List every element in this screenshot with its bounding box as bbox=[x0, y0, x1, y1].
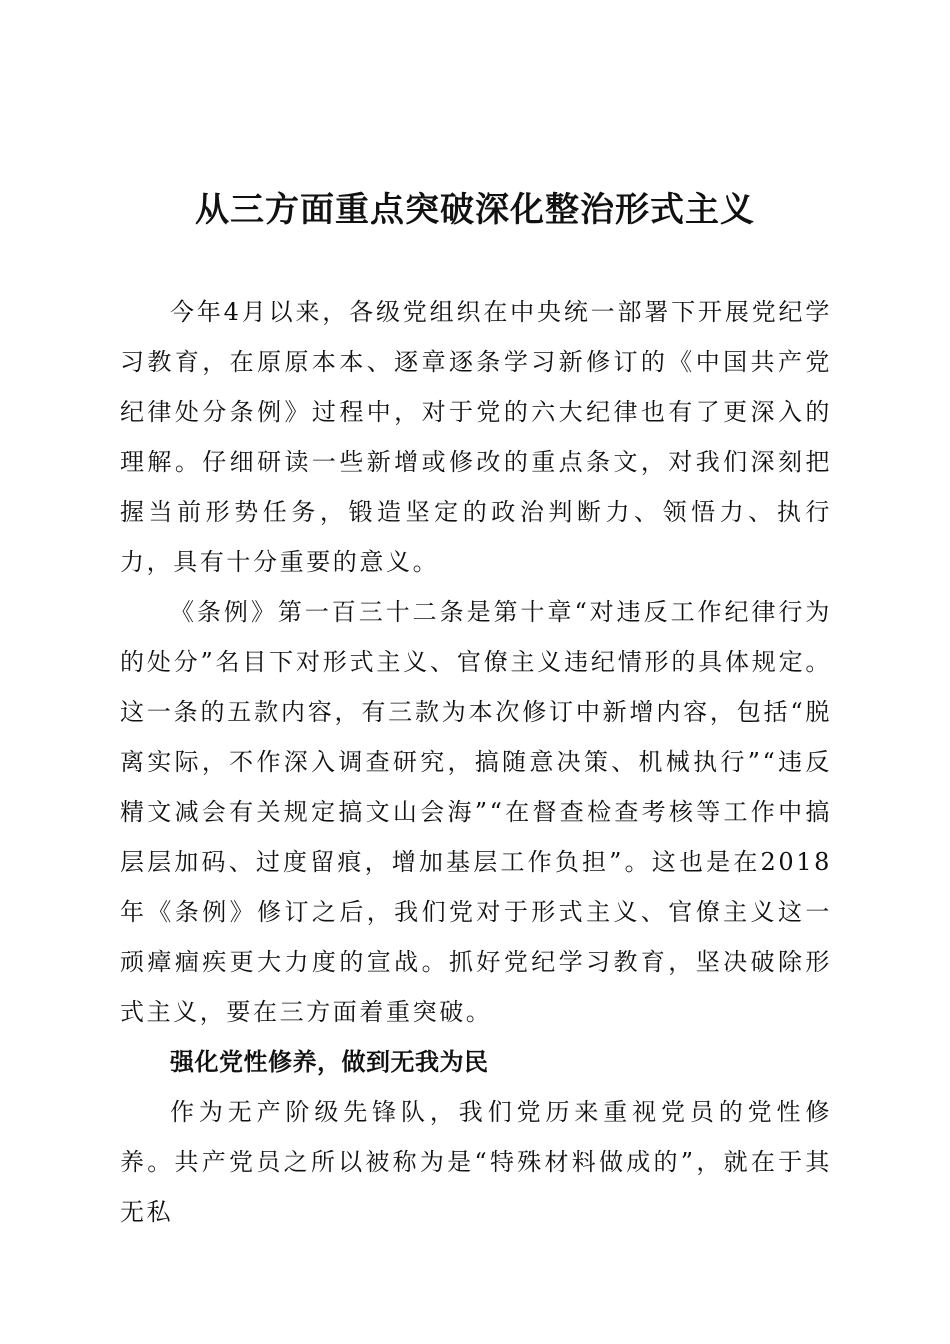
section-heading: 强化党性修养，做到无我为民 bbox=[170, 1048, 489, 1076]
paragraph-article-132: 《条例》第一百三十二条是第十章“对违反工作纪律行为的处分”名目下对形式主义、官僚主义违纪情形的具体规定。这一条的五款内容，有三款为本次修订中新增内容，包括“脱离实际，不作深入调查研究，搞随意决策、机械执行”“违反精文减会有关规定搞文山会海”“在督查检查考核等工作中搞层层加码、过度留痕，增加基层工作负担”。这也是在2018年《条例》修订之后，我们党对于形式主义、官僚主义这一顽瘴痼疾更大力度的宣战。抓好党纪学习教育，坚决破除形式主义，要在三方面着重突破。 bbox=[120, 598, 832, 1026]
document-body bbox=[120, 287, 832, 1237]
paragraph-section-text: 作为无产阶级先锋队，我们党历来重视党员的党性修养。共产党员之所以被称为是“特殊材料做成的”，就在于其无私 bbox=[120, 1098, 832, 1226]
document-title: 从三方面重点突破深化整治形式主义 bbox=[195, 190, 755, 230]
paragraph-intro: 今年4月以来，各级党组织在中央统一部署下开展党纪学习教育，在原原本本、逐章逐条学习新修订的《中国共产党纪律处分条例》过程中，对于党的六大纪律也有了更深入的理解。仔细研读一些新增或修改的重点条文，对我们深刻把握当前形势任务，锻造坚定的政治判断力、领悟力、执行力，具有十分重要的意义。 bbox=[120, 298, 832, 576]
